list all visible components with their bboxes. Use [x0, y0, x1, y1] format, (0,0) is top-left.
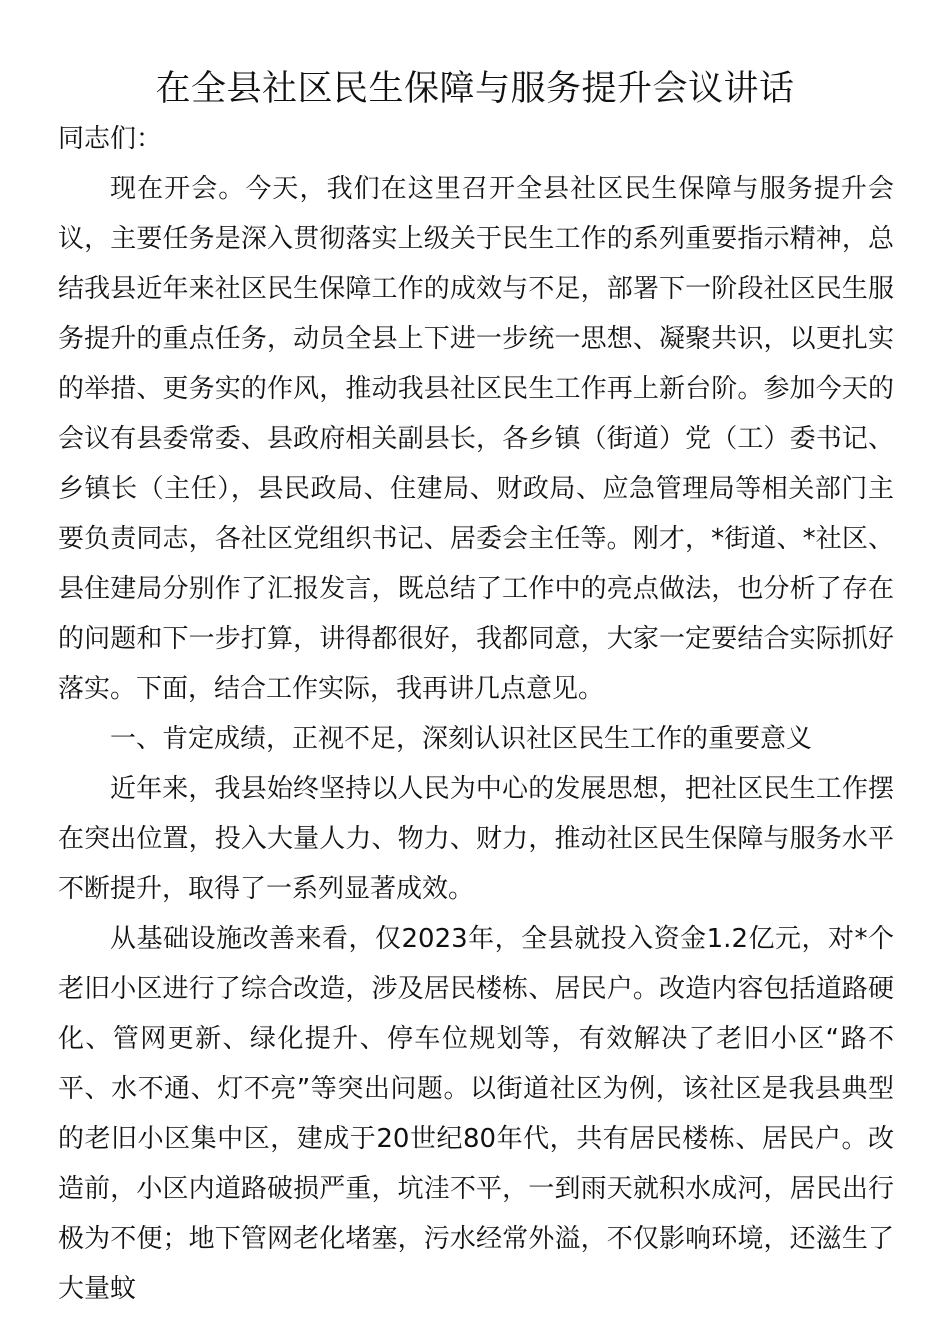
salutation: 同志们：: [58, 124, 163, 154]
paragraph-infrastructure: 从基础设施改善来看，仅2023年，全县就投入资金1.2亿元，对*个老旧小区进行了综合改造，涉及居民楼栋、居民户。改造内容包括道路硬化、管网更新、绿化提升、停车位规划等，有效解决了老旧小区“路不平、水不通、灯不亮”等突出问题。以街道社区为例，该社区是我县典型的老旧小区集中区，建成于20世纪80年代，共有居民楼栋、居民户。改造前，小区内道路破损严重，坑洼不平，一到雨天就积水成河，居民出行极为不便；地下管网老化堵塞，污水经常外溢，不仅影响环境，还滋生了大量蚊: [58, 924, 894, 1304]
document-body: [58, 114, 894, 1314]
document-title: 在全县社区民生保障与服务提升会议讲话: [155, 69, 795, 109]
paragraph-opening: 现在开会。今天，我们在这里召开全县社区民生保障与服务提升会议，主要任务是深入贯彻落实上级关于民生工作的系列重要指示精神，总结我县近年来社区民生保障工作的成效与不足，部署下一阶段社区民生服务提升的重点任务，动员全县上下进一步统一思想、凝聚共识，以更扎实的举措、更务实的作风，推动我县社区民生工作再上新台阶。参加今天的会议有县委常委、县政府相关副县长，各乡镇（街道）党（工）委书记、乡镇长（主任），县民政局、住建局、财政局、应急管理局等相关部门主要负责同志，各社区党组织书记、居委会主任等。刚才，*街道、*社区、县住建局分别作了汇报发言，既总结了工作中的亮点做法，也分析了存在的问题和下一步打算，讲得都很好，我都同意，大家一定要结合实际抓好落实。下面，结合工作实际，我再讲几点意见。: [58, 174, 894, 704]
paragraph-achievements: 近年来，我县始终坚持以人民为中心的发展思想，把社区民生工作摆在突出位置，投入大量人力、物力、财力，推动社区民生保障与服务水平不断提升，取得了一系列显著成效。: [58, 774, 894, 904]
section-heading-1: 一、肯定成绩，正视不足，深刻认识社区民生工作的重要意义: [110, 724, 813, 754]
